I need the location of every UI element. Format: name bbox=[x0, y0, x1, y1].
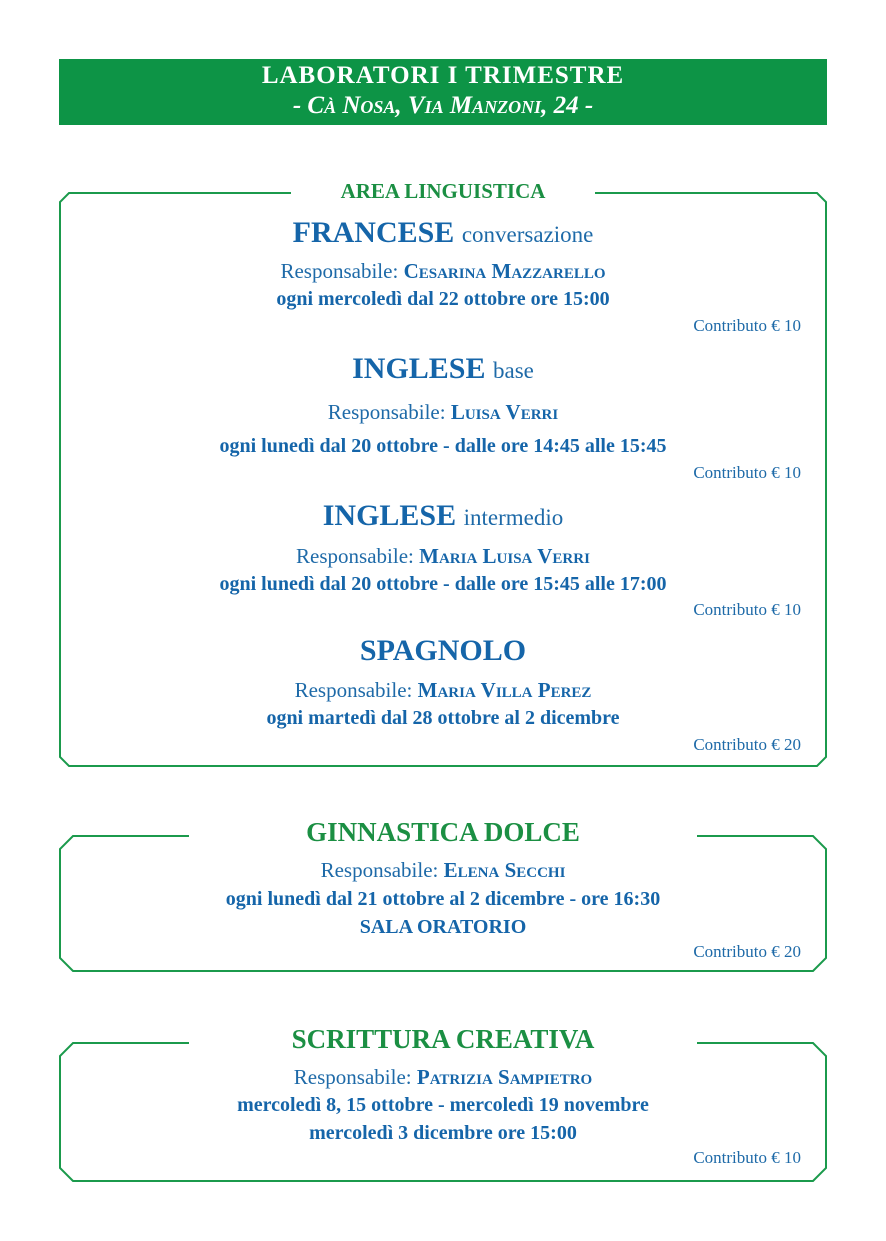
responsible-label: Responsabile: bbox=[280, 259, 399, 283]
responsible-line bbox=[59, 857, 827, 883]
responsible-label: Responsabile: bbox=[327, 400, 446, 424]
course-title-inglese-intermedio bbox=[59, 499, 827, 535]
course-level: intermedio bbox=[463, 505, 564, 530]
schedule: ogni lunedì dal 20 ottobre - dalle ore 15:45 alle 17:00 bbox=[219, 573, 667, 595]
course-level: base bbox=[493, 358, 534, 383]
course-name: SPAGNOLO bbox=[359, 634, 527, 667]
responsible-line bbox=[59, 1064, 827, 1090]
schedule-line-1: mercoledì 8, 15 ottobre - mercoledì 19 novembre bbox=[237, 1094, 649, 1116]
area-title: AREA LINGUISTICA bbox=[340, 179, 546, 203]
schedule-line-2: mercoledì 3 dicembre ore 15:00 bbox=[309, 1122, 577, 1144]
responsible-label: Responsabile: bbox=[294, 678, 413, 702]
contribution: Contributo € 10 bbox=[693, 600, 801, 619]
schedule: ogni mercoledì dal 22 ottobre ore 15:00 bbox=[276, 288, 610, 310]
location: SALA ORATORIO bbox=[359, 916, 527, 938]
responsible-line bbox=[59, 543, 827, 569]
schedule: ogni martedì dal 28 ottobre al 2 dicembre bbox=[266, 707, 620, 729]
course-name: FRANCESE bbox=[292, 216, 455, 249]
contribution: Contributo € 10 bbox=[693, 1148, 801, 1167]
course-name: INGLESE bbox=[322, 499, 457, 532]
header-subtitle: - Cà Nosa, Via Manzoni, 24 - bbox=[292, 92, 594, 119]
responsible-line bbox=[59, 399, 827, 425]
contribution: Contributo € 10 bbox=[693, 316, 801, 335]
course-title-spagnolo bbox=[59, 634, 827, 668]
contribution: Contributo € 10 bbox=[693, 463, 801, 482]
header-title: LABORATORI I TRIMESTRE bbox=[261, 62, 625, 89]
section-title: GINNASTICA DOLCE bbox=[306, 817, 580, 847]
schedule: ogni lunedì dal 21 ottobre al 2 dicembre - ore 16:30 bbox=[225, 888, 661, 910]
course-level: conversazione bbox=[461, 222, 594, 247]
area-linguistica-box bbox=[59, 179, 827, 767]
responsible-name: Luisa Verri bbox=[450, 400, 559, 424]
scrittura-box bbox=[59, 1024, 827, 1182]
responsible-name: Cesarina Mazzarello bbox=[403, 259, 606, 283]
schedule: ogni lunedì dal 20 ottobre - dalle ore 14:45 alle 15:45 bbox=[219, 435, 667, 457]
responsible-name: Maria Villa Perez bbox=[417, 678, 592, 702]
course-name: INGLESE bbox=[352, 352, 486, 385]
responsible-label: Responsabile: bbox=[320, 858, 439, 882]
contribution: Contributo € 20 bbox=[693, 735, 801, 754]
course-title-francese bbox=[59, 216, 827, 252]
course-title-inglese-base bbox=[59, 352, 827, 388]
responsible-line bbox=[59, 677, 827, 703]
responsible-line bbox=[59, 258, 827, 284]
responsible-name: Patrizia Sampietro bbox=[416, 1065, 593, 1089]
page-header bbox=[59, 59, 827, 125]
responsible-name: Elena Secchi bbox=[443, 858, 566, 882]
responsible-label: Responsabile: bbox=[296, 544, 414, 568]
responsible-label: Responsabile: bbox=[293, 1065, 412, 1089]
section-title: SCRITTURA CREATIVA bbox=[291, 1024, 595, 1054]
ginnastica-box bbox=[59, 817, 827, 972]
contribution: Contributo € 20 bbox=[693, 942, 801, 961]
responsible-name: Maria Luisa Verri bbox=[419, 544, 590, 568]
